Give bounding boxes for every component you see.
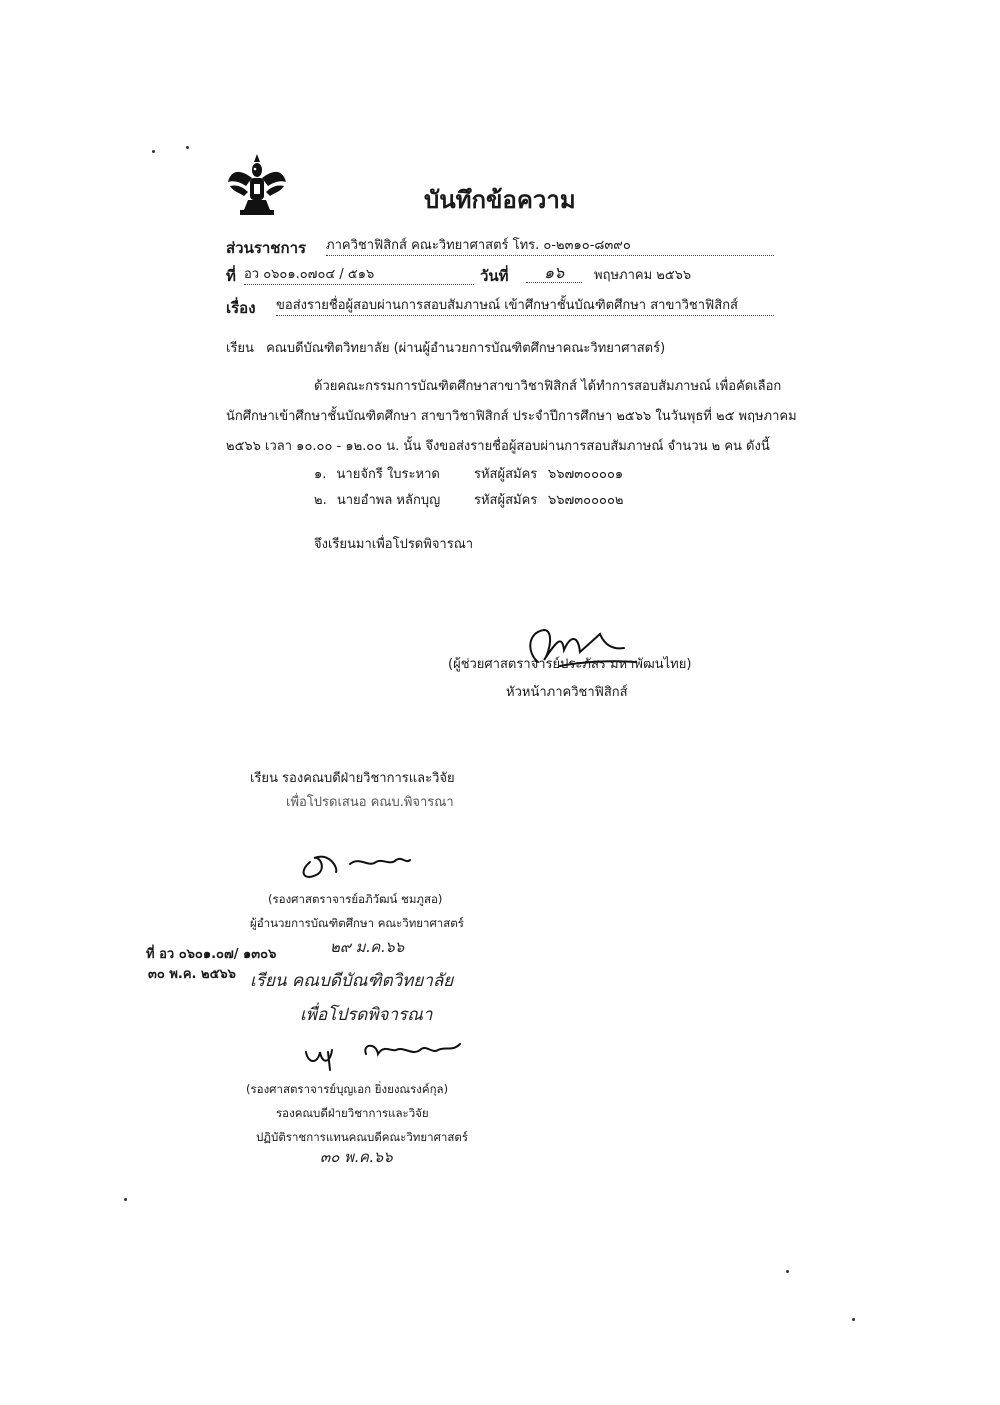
candidate-id-label: รหัสผู้สมัคร: [474, 467, 538, 482]
memo-title: บันทึกข้อความ: [424, 186, 576, 214]
endorse1-hand-date: ๒๙ ม.ค.๖๖: [330, 938, 405, 956]
endorse2-acting: ปฏิบัติราชการแทนคณบดีคณะวิทยาศาสตร์: [256, 1130, 469, 1144]
vice-dean-signature-icon: [296, 1030, 476, 1074]
candidate-row: [314, 492, 694, 510]
endorse2-name: (รองศาสตราจารย์บุญเอก ยิ่งยงณรงค์กุล): [246, 1082, 449, 1096]
addressee-label: เรียน: [226, 341, 254, 356]
head-name: (ผู้ช่วยศาสตราจารย์ประภัสร มหาพัฒนไทย): [448, 657, 692, 672]
body-line-1: ด้วยคณะกรรมการบัณฑิตศึกษาสาขาวิชาฟิสิกส์ ได้ทำการสอบสัมภาษณ์ เพื่อคัดเลือก: [314, 379, 782, 394]
head-position: หัวหน้าภาควิชาฟิสิกส์: [506, 685, 628, 700]
date-value: พฤษภาคม ๒๕๖๖: [594, 268, 692, 283]
scan-speck: [852, 1318, 855, 1321]
date-label: วันที่: [480, 267, 509, 285]
scan-speck: [152, 150, 155, 153]
candidate-id: ๖๖๗๓๐๐๐๐๒: [548, 493, 624, 508]
endorse1-position: ผู้อำนวยการบัณฑิตศึกษา คณะวิทยาศาสตร์: [250, 916, 464, 930]
scan-speck: [186, 146, 189, 149]
addressee-row: [226, 340, 665, 358]
candidate-row: [314, 466, 694, 484]
candidate-id-label: รหัสผู้สมัคร: [474, 493, 538, 508]
endorse1-note: เพื่อโปรดเสนอ คณบ.พิจารณา: [286, 795, 454, 810]
ref-date-row: [226, 264, 774, 286]
endorse2-position: รองคณบดีฝ่ายวิชาการและวิจัย: [276, 1106, 429, 1120]
scan-speck: [786, 1270, 789, 1273]
ref-value: อว ๐๖๐๑.๐๗๐๔ / ๕๑๖: [244, 266, 474, 285]
endorse1-to: เรียน รองคณบดีฝ่ายวิชาการและวิจัย: [250, 771, 455, 786]
scan-speck: [124, 1198, 127, 1201]
subject-row: [226, 296, 774, 316]
endorse2-note: เพื่อโปรดพิจารณา: [300, 1005, 433, 1025]
director-signature-icon: [290, 842, 420, 882]
division-row: [226, 236, 774, 256]
division-label: ส่วนราชการ: [226, 239, 307, 257]
addressee-value: คณบดีบัณฑิตวิทยาลัย (ผ่านผู้อำนวยการบัณฑิตศึกษาคณะวิทยาศาสตร์): [266, 341, 666, 356]
endorse2-to: เรียน คณบดีบัณฑิตวิทยาลัย: [250, 971, 454, 991]
garuda-emblem-icon: [226, 152, 288, 218]
endorse2-hand-date: ๓๐ พ.ค.๖๖: [320, 1148, 393, 1166]
candidate-index: ๒.: [314, 493, 327, 508]
body-line-3: ๒๕๖๖ เวลา ๑๐.๐๐ - ๑๒.๐๐ น. นั้น จึงขอส่งรายชื่อผู้สอบผ่านการสอบสัมภาษณ์ จำนวน ๒ คน ดังนี้: [226, 439, 770, 454]
receipt-stamp-date: ๓๐ พ.ค. ๒๕๖๖: [148, 967, 236, 982]
candidate-id: ๖๖๗๓๐๐๐๐๑: [548, 467, 624, 482]
ref-label: ที่: [226, 267, 236, 285]
candidate-name: นายจักรี ใบระหาด: [336, 467, 440, 482]
closing-line: จึงเรียนมาเพื่อโปรดพิจารณา: [314, 537, 474, 552]
body-line-2: นักศึกษาเข้าศึกษาชั้นบัณฑิตศึกษา สาขาวิชาฟิสิกส์ ประจำปีการศึกษา ๒๕๖๖ ในวันพุธที่ ๒๕ พฤษภาคม: [226, 409, 797, 424]
date-day: ๑๖: [526, 264, 582, 283]
division-value: ภาควิชาฟิสิกส์ คณะวิทยาศาสตร์ โทร. ๐-๒๓๑๐-๘๓๙๐: [326, 237, 774, 256]
candidate-index: ๑.: [314, 467, 327, 482]
receipt-stamp-ref: ที่ อว ๐๖๐๑.๐๗/ ๑๓๐๖: [146, 947, 277, 962]
endorse1-name: (รองศาสตราจารย์อภิวัฒน์ ชมภูสอ): [268, 892, 443, 906]
subject-label: เรื่อง: [226, 299, 256, 317]
subject-value: ขอส่งรายชื่อผู้สอบผ่านการสอบสัมภาษณ์ เข้าศึกษาชั้นบัณฑิตศึกษา สาขาวิชาฟิสิกส์: [276, 297, 774, 316]
candidate-name: นายอำพล หลักบุญ: [336, 493, 441, 508]
